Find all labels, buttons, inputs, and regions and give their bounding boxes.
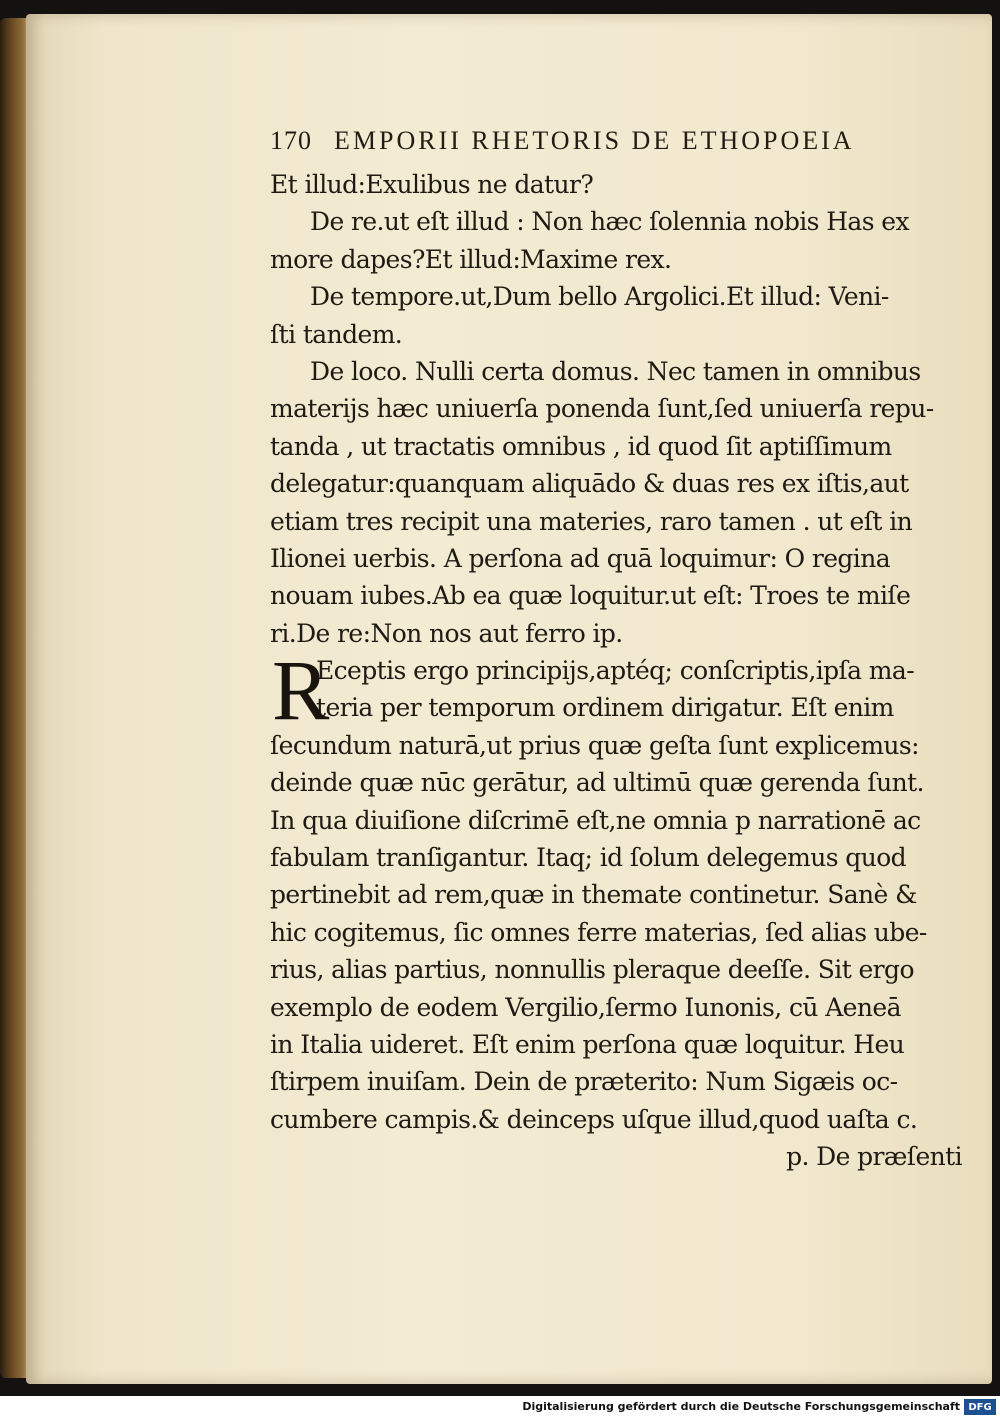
dfg-logo-icon: DFG bbox=[964, 1399, 996, 1415]
page-text-block bbox=[270, 126, 970, 1176]
text-line: ſti tandem. bbox=[270, 319, 403, 349]
footer-bar bbox=[0, 1396, 1000, 1419]
text-line: tanda , ut tractatis omnibus , id quod ſit aptiſſimum bbox=[270, 431, 892, 461]
text-line: in Italia uideret. Eſt enim perſona quæ loquitur. Heu bbox=[270, 1029, 905, 1059]
paragraph-with-initial bbox=[270, 642, 970, 739]
text-line: etiam tres recipit una materies, raro tamen . ut eſt in bbox=[270, 506, 913, 536]
text-line: materijs hæc uniuerſa ponenda ſunt,ſed uniuerſa repu- bbox=[270, 394, 934, 424]
text-line: ri.De re:Non nos aut ferro ip. bbox=[270, 618, 623, 648]
text-line: nouam iubes.Ab ea quæ loquitur.ut eſt: Troes te miſe bbox=[270, 581, 911, 611]
text-line: more dapes?Et illud:Maxime rex. bbox=[270, 244, 672, 274]
text-line: De tempore.ut,Dum bello Argolici.Et illud: Veni- bbox=[310, 282, 889, 312]
catchword: p. De præſenti bbox=[786, 1142, 962, 1172]
text-line: teria per temporum ordinem dirigatur. Eſt enim bbox=[316, 693, 894, 723]
text-line: Ilionei uerbis. A perſona ad quā loquimur: O regina bbox=[270, 543, 891, 573]
text-line: De re.ut eſt illud : Non hæc ſolennia nobis Has ex bbox=[310, 207, 909, 237]
text-line: Et illud:Exulibus ne datur? bbox=[270, 170, 594, 199]
text-line: cumbere campis.& deinceps uſque illud,quod uaſta c. bbox=[270, 1104, 918, 1134]
text-line: deinde quæ nūc gerātur, ad ultimū quæ gerenda ſunt. bbox=[270, 768, 924, 798]
text-line: ſtirpem inuiſam. Dein de præterito: Num Sigæis oc- bbox=[270, 1067, 898, 1097]
running-head bbox=[270, 126, 970, 166]
text-line: ſecundum naturā,ut prius quæ geſta ſunt explicemus: bbox=[270, 730, 919, 760]
text-line: delegatur:quanquam aliquādo & duas res ex iſtis,aut bbox=[270, 469, 909, 499]
text-line: fabulam tranſigantur. Itaq; id ſolum delegemus quod bbox=[270, 843, 907, 873]
text-line: pertinebit ad rem,quæ in themate continetur. Sanè & bbox=[270, 880, 917, 910]
text-line: hic cogitemus, ſic omnes ferre materias, ſed alias ube- bbox=[270, 917, 927, 947]
text-line: exemplo de eodem Vergilio,ſermo Iunonis, cū Aeneā bbox=[270, 992, 901, 1022]
text-line: rius, alias partius, nonnullis pleraque deeſſe. Sit ergo bbox=[270, 955, 914, 985]
page-number: 170 bbox=[270, 126, 312, 155]
drop-initial: R bbox=[272, 642, 330, 739]
text-line: De loco. Nulli certa domus. Nec tamen in omnibus bbox=[310, 356, 921, 386]
text-line: In qua diuiſione diſcrimē eſt,ne omnia p narrationē ac bbox=[270, 805, 921, 835]
funding-credit: Digitalisierung gefördert durch die Deutsche Forschungsgemeinschaft bbox=[522, 1400, 960, 1413]
text-line: Eceptis ergo principijs,aptéq; conſcriptis,ipſa ma- bbox=[316, 656, 915, 686]
running-title: EMPORII RHETORIS DE ETHOPOEIA bbox=[334, 126, 855, 155]
